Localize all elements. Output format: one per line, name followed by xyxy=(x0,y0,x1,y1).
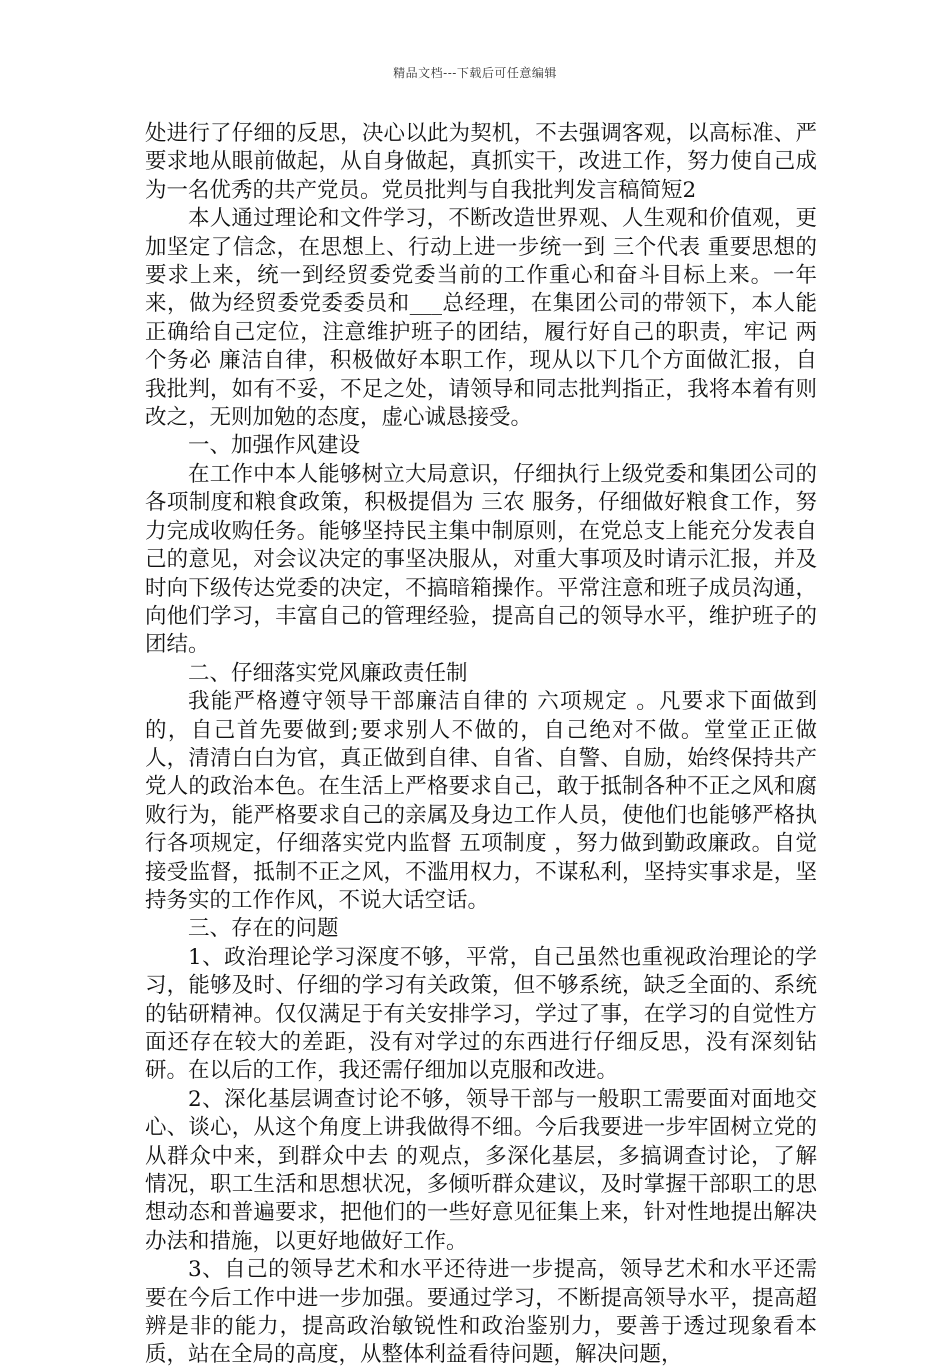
paragraph: 1、政治理论学习深度不够，平常，自己虽然也重视政治理论的学习，能够及时、仔细的学习有关政策，但不够系统，缺乏全面的、系统的钻研精神。仅仅满足于有关安排学习，学过了事，在学习的自觉性方面还存在较大的差距，没有对学过的东西进行仔细反思，没有深刻钻研。在以后的工作，我还需仔细加以克服和改进。 xyxy=(145,944,817,1084)
paragraph: 在工作中本人能够树立大局意识，仔细执行上级党委和集团公司的各项制度和粮食政策，积极提倡为 三农 服务，仔细做好粮食工作，努力完成收购任务。能够坚持民主集中制原则，在党总支上能充分发表自己的意见，对会议决定的事坚决服从，对重大事项及时请示汇报，并及时向下级传达党委的决定，不搞暗箱操作。平常注意和班子成员沟通，向他们学习，丰富自己的管理经验，提高自己的领导水平，维护班子的团结。 xyxy=(145,461,817,658)
paragraph: 2、深化基层调查讨论不够，领导干部与一般职工需要面对面地交心、谈心，从这个角度上讲我做得不细。今后我要进一步牢固树立党的 从群众中来，到群众中去 的观点，多深化基层，多搞调查讨论，了解情况，职工生活和思想状况，多倾听群众建议，及时掌握干部职工的思想动态和普遍要求，把他们的一些好意见征集上来，针对性地提出解决办法和措施，以更好地做好工作。 xyxy=(145,1086,817,1254)
section-heading: 一、加强作风建设 xyxy=(188,433,361,459)
paragraph: 3、自己的领导艺术和水平还待进一步提高，领导艺术和水平还需要在今后工作中进一步加强。要通过学习，不断提高领导水平，提高超辨是非的能力，提高政治敏锐性和政治鉴别力，要善于透过现象看本质，站在全局的高度，从整体利益看待问题，解决问题， xyxy=(145,1257,817,1368)
paragraph: 我能严格遵守领导干部廉洁自律的 六项规定 。凡要求下面做到的，自己首先要做到;要求别人不做的，自己绝对不做。堂堂正正做人，清清白白为官，真正做到自律、自省、自警、自励，始终保持共产党人的政治本色。在生活上严格要求自己，敢于抵制各种不正之风和腐败行为，能严格要求自己的亲属及身边工作人员，使他们也能够严格执行各项规定，仔细落实党内监督 五项制度 ，努力做到勤政廉政。自觉接受监督，抵制不正之风，不滥用权力，不谋私利，坚持实事求是，坚持务实的工作作风，不说大话空话。 xyxy=(145,689,817,913)
document-body xyxy=(145,120,817,1370)
section-heading: 三、存在的问题 xyxy=(188,916,339,942)
page-header: 精品文档---下载后可任意编辑 xyxy=(393,66,557,80)
paragraph: 本人通过理论和文件学习，不断改造世界观、人生观和价值观，更加坚定了信念，在思想上、行动上进一步统一到 三个代表 重要思想的要求上来，统一到经贸委党委当前的工作重心和奋斗目标上来。一年来，做为经贸委党委委员和___总经理，在集团公司的带领下，本人能正确给自己定位，注意维护班子的团结，履行好自己的职责，牢记 两个务必 廉洁自律，积极做好本职工作，现从以下几个方面做汇报，自我批判，如有不妥，不足之处，请领导和同志批判指正，我将本着有则改之，无则加勉的态度，虚心诚恳接受。 xyxy=(145,206,817,431)
section-heading: 二、仔细落实党风廉政责任制 xyxy=(188,660,468,686)
paragraph: 处进行了仔细的反思，决心以此为契机，不去强调客观，以高标准、严要求地从眼前做起，从自身做起，真抓实干，改进工作，努力使自己成为一名优秀的共产党员。党员批判与自我批判发言稿简短2 xyxy=(145,121,817,203)
